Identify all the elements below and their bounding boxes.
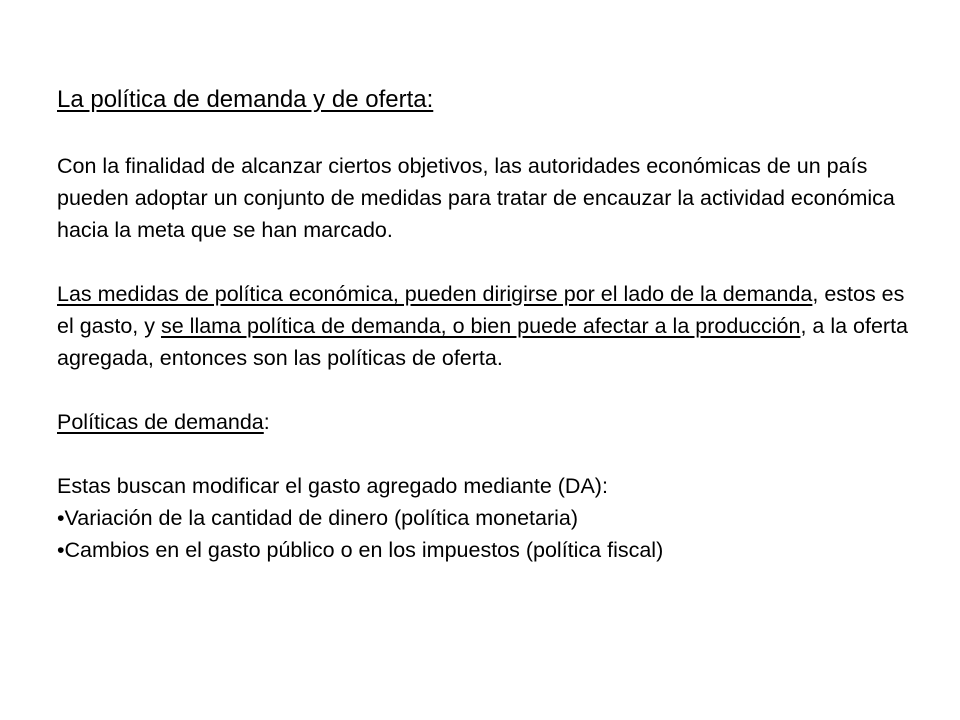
underlined-text-demand-side: Las medidas de política económica, pueden dirigirse por el lado de la demanda: [57, 282, 813, 306]
bullet-list: [57, 502, 917, 566]
slide-title: La política de demanda y de oferta:: [57, 86, 434, 113]
subheading-colon: :: [263, 410, 270, 434]
underlined-text-demand-policy: se llama política de demanda, o bien puede afectar a la producción: [160, 314, 801, 338]
plain-text-spending: , estos es el gasto, y: [57, 282, 905, 338]
slide-content: [57, 82, 917, 566]
paragraph-objectives: Con la finalidad de alcanzar ciertos objetivos, las autoridades económicas de un país pueden adoptar un conjunto de medidas para tratar de encauzar la actividad económica hacia la meta que se han marcado.: [57, 154, 895, 242]
bullet-item-fiscal: •Cambios en el gasto público o en los impuestos (política fiscal): [57, 538, 664, 562]
paragraph-policy-measures: [57, 278, 917, 374]
bullet-item-monetary: •Variación de la cantidad de dinero (política monetaria): [57, 506, 579, 530]
plain-text-supply-policy: , a la oferta agregada, entonces son las políticas de oferta.: [57, 314, 909, 370]
subheading-label: Políticas de demanda: [57, 410, 264, 434]
paragraph-intro: Estas buscan modificar el gasto agregado mediante (DA):: [57, 474, 608, 498]
subheading-demand-policies: [57, 406, 917, 438]
